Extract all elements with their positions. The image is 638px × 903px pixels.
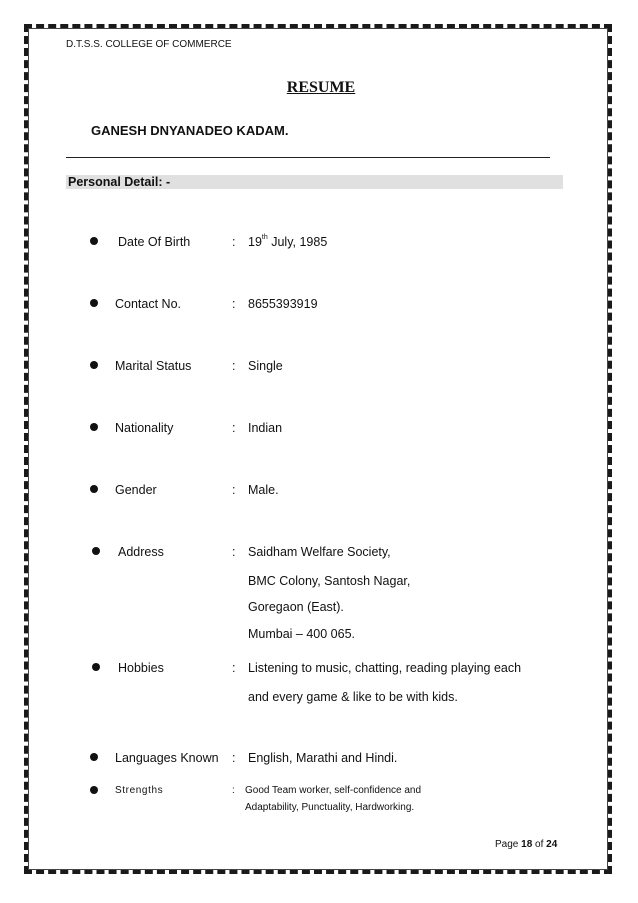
page-title: [0, 79, 638, 97]
hobbies-line: and every game & like to be with kids.: [248, 690, 458, 704]
address-line: BMC Colony, Santosh Nagar,: [248, 574, 411, 588]
current-page: 18: [521, 839, 533, 850]
detail-colon: :: [232, 661, 236, 675]
detail-label: Nationality: [115, 421, 174, 435]
bullet-icon: [90, 485, 98, 493]
bullet-icon: [92, 663, 100, 671]
detail-colon: :: [232, 785, 235, 796]
dob-suffix: th: [261, 234, 268, 241]
detail-colon: :: [232, 235, 236, 249]
detail-label: Languages Known: [115, 751, 219, 765]
total-pages: 24: [546, 839, 558, 850]
address-line: Saidham Welfare Society,: [248, 545, 391, 559]
dob-rest: July, 1985: [267, 235, 328, 249]
detail-colon: :: [232, 421, 236, 435]
college-header: D.T.S.S. COLLEGE OF COMMERCE: [66, 39, 232, 50]
detail-value: [248, 235, 327, 249]
page-border-inner: [28, 28, 608, 870]
hobbies-line: Listening to music, chatting, reading playing each: [248, 661, 522, 675]
detail-label: Address: [118, 545, 164, 559]
detail-value: Indian: [248, 421, 283, 435]
detail-value: 8655393919: [248, 297, 318, 311]
detail-value: Single: [248, 359, 283, 373]
detail-colon: :: [232, 545, 236, 559]
resume-title: RESUME: [286, 79, 356, 96]
strengths-line: Adaptability, Punctuality, Hardworking.: [245, 802, 415, 813]
detail-label: Contact No.: [115, 297, 182, 311]
detail-colon: :: [232, 297, 236, 311]
address-line: Goregaon (East).: [248, 600, 344, 614]
bullet-icon: [92, 547, 100, 555]
detail-value: English, Marathi and Hindi.: [248, 751, 398, 765]
detail-label: Strengths: [115, 785, 164, 796]
bullet-icon: [90, 786, 98, 794]
detail-colon: :: [232, 359, 236, 373]
detail-label: Hobbies: [118, 661, 164, 675]
bullet-icon: [90, 361, 98, 369]
detail-label: Gender: [115, 483, 157, 497]
detail-colon: :: [232, 751, 236, 765]
strengths-line: Good Team worker, self-confidence and: [245, 785, 422, 796]
page-prefix: Page: [495, 839, 519, 850]
page-number: [495, 839, 557, 850]
bullet-icon: [90, 299, 98, 307]
bullet-icon: [90, 753, 98, 761]
bullet-icon: [90, 237, 98, 245]
address-line: Mumbai – 400 065.: [248, 627, 356, 641]
dob-day: 19: [248, 235, 262, 249]
candidate-name: GANESH DNYANADEO KADAM.: [91, 123, 289, 138]
detail-label: Date Of Birth: [118, 235, 191, 249]
section-personal-detail: Personal Detail: -: [66, 175, 563, 189]
detail-label: Marital Status: [115, 359, 192, 373]
detail-value: Male.: [248, 483, 279, 497]
divider: [66, 157, 550, 158]
page-of: of: [535, 839, 544, 850]
bullet-icon: [90, 423, 98, 431]
detail-colon: :: [232, 483, 236, 497]
